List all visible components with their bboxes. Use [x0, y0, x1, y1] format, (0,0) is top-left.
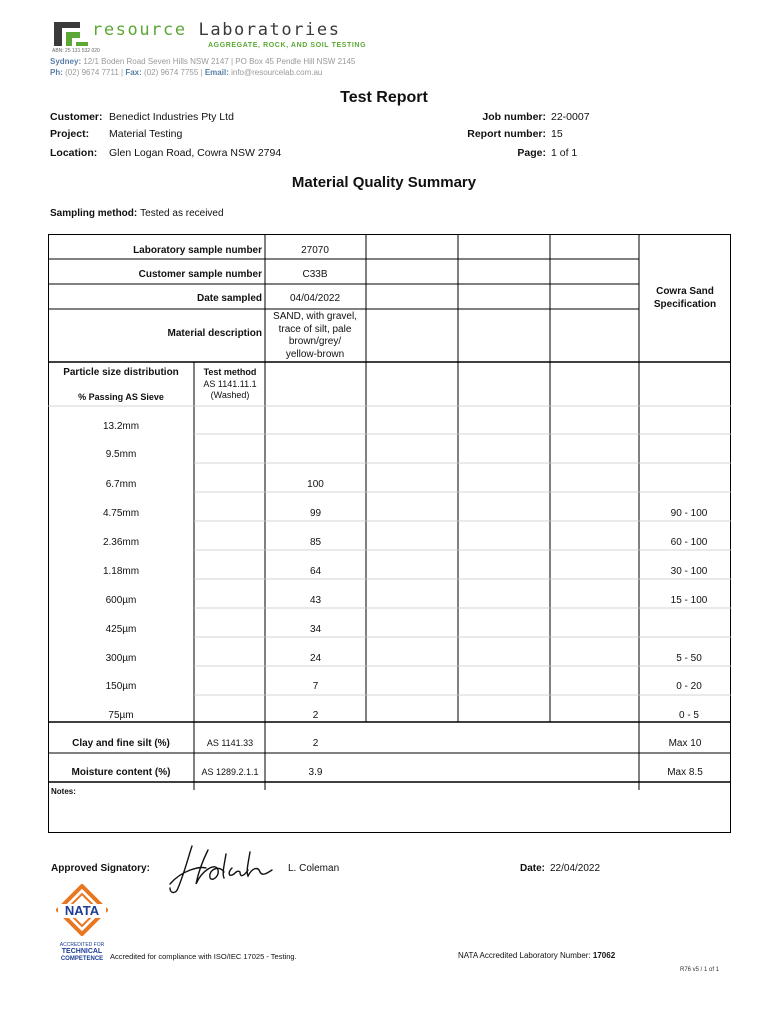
phone-label: Ph:	[50, 68, 63, 77]
customer-row	[50, 111, 103, 123]
nata-number-value: 17062	[592, 951, 616, 960]
test-method-line: (Washed)	[210, 390, 250, 400]
test-method-label: Test method	[203, 367, 257, 377]
project-label-wrap	[50, 128, 89, 140]
clay-method: AS 1141.33	[206, 738, 254, 748]
sieve-size: 75µm	[108, 710, 134, 721]
signatory-name: L. Coleman	[288, 863, 340, 874]
customer-sample-label: Customer sample number	[138, 269, 262, 280]
sieve-spec: 0 - 5	[678, 710, 699, 721]
logo-mark-icon	[54, 22, 88, 46]
material-description-label: Material description	[167, 328, 262, 339]
sieve-value: 64	[309, 566, 322, 577]
material-line: yellow-brown	[285, 348, 345, 360]
email-label: Email:	[204, 68, 229, 77]
report-number-value: 15	[551, 128, 563, 140]
customer-value: Benedict Industries Pty Ltd	[109, 111, 234, 123]
contact-line: Ph: (02) 9674 7711 | Fax: (02) 9674 7755 | Email: info@resourcelab.com.au	[50, 68, 323, 77]
sieve-value: 43	[309, 595, 322, 606]
sieve-value: 7	[312, 681, 319, 692]
brand-name-part-1: resource	[92, 20, 187, 40]
moisture-value: 3.9	[308, 767, 323, 778]
lab-sample-value: 27070	[301, 245, 329, 256]
spec-header-line: Specification	[653, 299, 717, 310]
material-line: SAND, with gravel,	[273, 311, 357, 322]
sydney-address: 12/1 Boden Road Seven Hills NSW 2147 | PO Box 45 Pendle Hill NSW 2145	[83, 57, 356, 66]
sieve-size: 425µm	[105, 624, 137, 635]
sieve-size: 1.18mm	[102, 566, 140, 577]
signatory-label: Approved Signatory:	[51, 863, 150, 874]
clay-label: Clay and fine silt (%)	[72, 738, 170, 749]
sieve-value: 2	[312, 710, 319, 721]
abn: ABN: 25 131 532 020	[52, 48, 100, 54]
brand-name-part-2: Laboratories	[198, 20, 341, 40]
sieve-spec: 5 - 50	[676, 653, 702, 664]
test-method-value	[195, 379, 265, 401]
sieve-size: 2.36mm	[102, 537, 140, 548]
customer-label: Customer:	[50, 111, 103, 123]
notes-label: Notes:	[51, 787, 76, 796]
nata-technical: TECHNICAL	[61, 948, 103, 955]
sieve-spec: 60 - 100	[670, 537, 708, 548]
sieve-value: 24	[309, 653, 322, 664]
fax-label: Fax:	[125, 68, 142, 77]
project-label: Project:	[50, 128, 90, 140]
fax-value: (02) 9674 7755	[144, 68, 199, 77]
form-reference: R76 v5 / 1 of 1	[680, 967, 720, 973]
sieve-size: 600µm	[105, 595, 137, 606]
sampling-label: Sampling method:	[50, 208, 138, 219]
moisture-spec: Max 8.5	[667, 767, 703, 778]
sieve-spec: 30 - 100	[670, 566, 708, 577]
report-number-label: Report number:	[467, 128, 546, 140]
sieve-size: 300µm	[105, 653, 137, 664]
sydney-label: Sydney:	[50, 57, 82, 66]
material-description-value	[265, 311, 365, 361]
nata-number-label: NATA Accredited Laboratory Number:	[458, 951, 591, 960]
sieve-spec: 90 - 100	[670, 508, 708, 519]
spec-header-line: Cowra Sand	[656, 286, 714, 297]
sampling-value: Tested as received	[140, 208, 224, 219]
sieve-value: 100	[307, 479, 324, 490]
psd-label: Particle size distribution	[63, 367, 179, 378]
clay-spec: Max 10	[668, 738, 702, 749]
email-value[interactable]: info@resourcelab.com.au	[231, 68, 323, 77]
material-line: trace of silt, pale	[278, 323, 352, 335]
sieve-spec: 15 - 100	[670, 595, 708, 606]
sampling-method	[50, 207, 224, 219]
sieve-size: 4.75mm	[102, 508, 140, 519]
date-sampled-value: 04/04/2022	[289, 293, 341, 304]
footer-date-value: 22/04/2022	[550, 863, 601, 874]
lab-sample-label: Laboratory sample number	[133, 245, 262, 256]
passing-sieve-label: % Passing AS Sieve	[78, 392, 164, 402]
location-value: Glen Logan Road, Cowra NSW 2794	[109, 147, 282, 159]
nata-accredited-for: ACCREDITED FOR	[59, 942, 105, 948]
job-label-wrap	[446, 111, 546, 123]
nata-competence: COMPETENCE	[60, 956, 104, 962]
footer-date-label: Date:	[520, 863, 546, 874]
address-line	[50, 57, 355, 66]
signature-image	[162, 840, 280, 896]
accreditation-text: Accredited for compliance with ISO/IEC 17025 - Testing.	[110, 952, 297, 961]
sieve-size: 6.7mm	[105, 479, 137, 490]
test-method-line: AS 1141.11.1	[203, 379, 257, 389]
brand-name	[92, 20, 341, 40]
location-label: Location:	[50, 147, 98, 159]
report-label-wrap	[436, 128, 546, 140]
moisture-method: AS 1289.2.1.1	[201, 767, 259, 777]
sieve-value: 99	[309, 508, 322, 519]
nata-logo-text: NATA	[64, 903, 100, 918]
sieve-spec: 0 - 20	[676, 681, 702, 692]
brand-tagline: AGGREGATE, ROCK, AND SOIL TESTING	[208, 42, 367, 49]
project-value: Material Testing	[109, 128, 183, 140]
sieve-size: 13.2mm	[102, 421, 140, 432]
spec-header	[640, 285, 730, 311]
phone-value: (02) 9674 7711	[65, 68, 119, 77]
sieve-size: 9.5mm	[105, 449, 137, 460]
job-value: 22-0007	[551, 111, 590, 123]
clay-value: 2	[312, 738, 319, 749]
page-label-wrap	[446, 147, 546, 159]
material-line: brown/grey/	[288, 336, 342, 347]
moisture-label: Moisture content (%)	[71, 767, 171, 778]
sieve-size: 150µm	[105, 681, 137, 692]
sieve-value: 34	[309, 624, 322, 635]
page-label: Page:	[517, 147, 546, 159]
customer-sample-value: C33B	[302, 269, 328, 280]
location-label-wrap	[50, 147, 97, 159]
sieve-value: 85	[309, 537, 322, 548]
page-value: 1 of 1	[551, 147, 578, 159]
report-title: Test Report	[340, 89, 428, 106]
date-sampled-label: Date sampled	[196, 293, 262, 304]
summary-title: Material Quality Summary	[291, 174, 477, 191]
nata-number	[458, 951, 615, 960]
job-label: Job number:	[482, 111, 546, 123]
